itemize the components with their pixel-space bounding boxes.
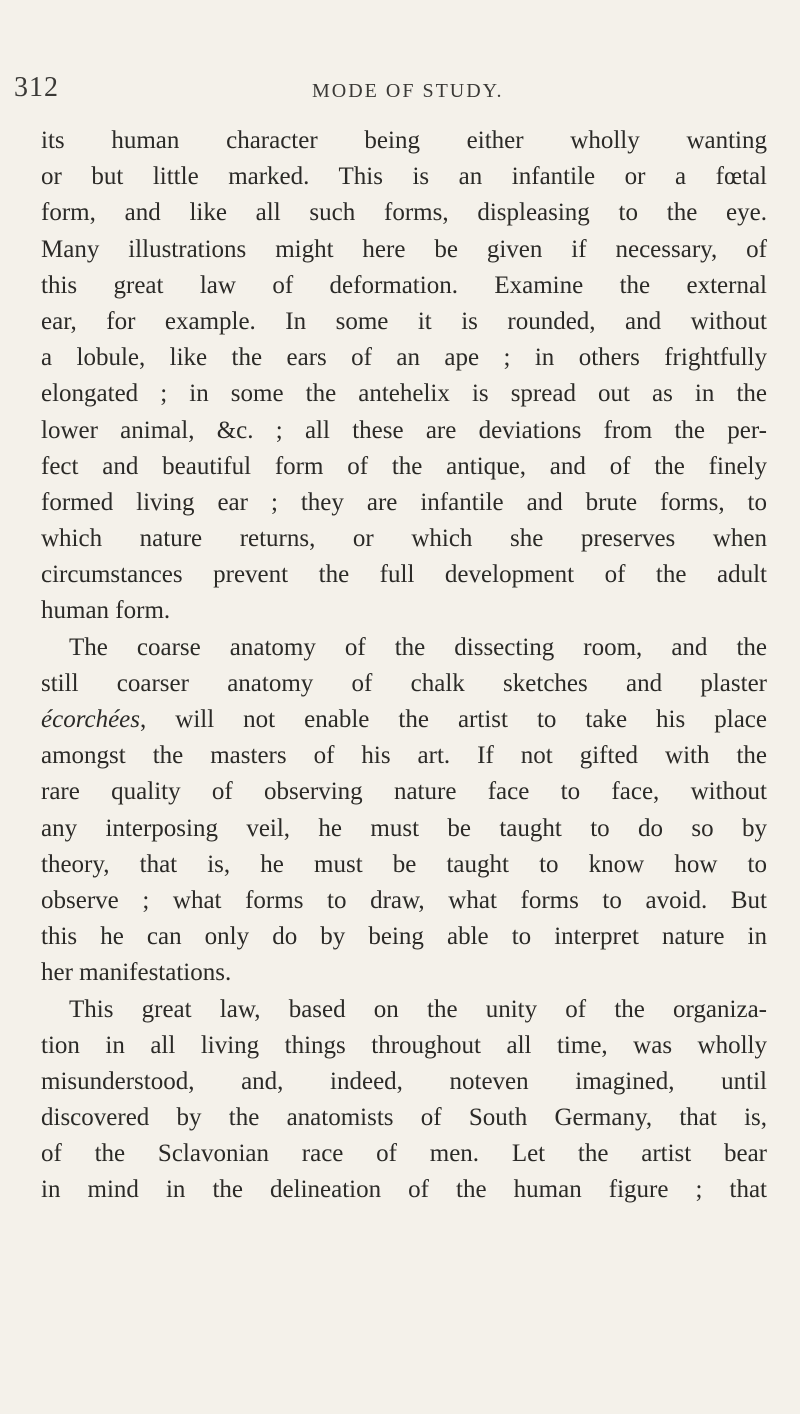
text-line: amongst the masters of his art. If not gifted with the xyxy=(41,742,767,770)
text-line: discovered by the anatomists of South Germany, that is, xyxy=(41,1104,767,1132)
text-line: its human character being either wholly wanting xyxy=(41,127,767,154)
text-line: still coarser anatomy of chalk sketches and plaster xyxy=(41,669,767,697)
body-text xyxy=(41,123,767,1209)
running-title: MODE OF STUDY. xyxy=(312,80,504,102)
text-line: any interposing veil, he must be taught to do so by xyxy=(41,814,767,842)
text-line: of the Sclavonian race of men. Let the artist bear xyxy=(41,1140,767,1168)
text-line: The coarse anatomy of the dissecting room, and the xyxy=(69,633,767,661)
text-line: circumstances prevent the full development of the adult xyxy=(41,561,767,589)
text-line: lower animal, &c. ; all these are deviations from the per- xyxy=(41,416,767,444)
italic-term: écorchées xyxy=(41,706,141,733)
text-line: fect and beautiful form of the antique, and of the finely xyxy=(41,452,767,480)
text-line: misunderstood, and, indeed, noteven imagined, until xyxy=(41,1067,767,1095)
text-line: elongated ; in some the antehelix is spread out as in the xyxy=(41,380,767,408)
text-line: theory, that is, he must be taught to know how to xyxy=(41,850,767,878)
running-head xyxy=(0,72,800,112)
text-line: her manifestations. xyxy=(41,959,232,987)
text-line-italic-start: écorchées, will not enable the artist to take his place xyxy=(41,706,767,733)
text-line: form, and like all such forms, displeasing to the eye. xyxy=(41,199,767,227)
text-line: rare quality of observing nature face to face, without xyxy=(41,778,767,806)
text-line: Many illustrations might here be given if necessary, of xyxy=(41,235,767,263)
text-line: this great law of deformation. Examine the external xyxy=(41,271,767,299)
text-line: a lobule, like the ears of an ape ; in others frightfully xyxy=(41,344,767,372)
text-line: tion in all living things throughout all time, was wholly xyxy=(41,1031,767,1059)
text-line: formed living ear ; they are infantile and brute forms, to xyxy=(41,488,767,516)
text-line: human form. xyxy=(41,597,171,625)
text-line: which nature returns, or which she preserves when xyxy=(41,525,767,553)
text-line: this he can only do by being able to interpret nature in xyxy=(41,923,767,951)
page-number: 312 xyxy=(14,72,59,103)
text-line: ear, for example. In some it is rounded, and without xyxy=(41,307,767,335)
text-line: observe ; what forms to draw, what forms to avoid. But xyxy=(41,886,767,914)
text-line: or but little marked. This is an infantile or a fœtal xyxy=(41,163,767,191)
text-line: in mind in the delineation of the human figure ; that xyxy=(41,1176,767,1204)
text-line: This great law, based on the unity of the organiza- xyxy=(69,995,767,1023)
